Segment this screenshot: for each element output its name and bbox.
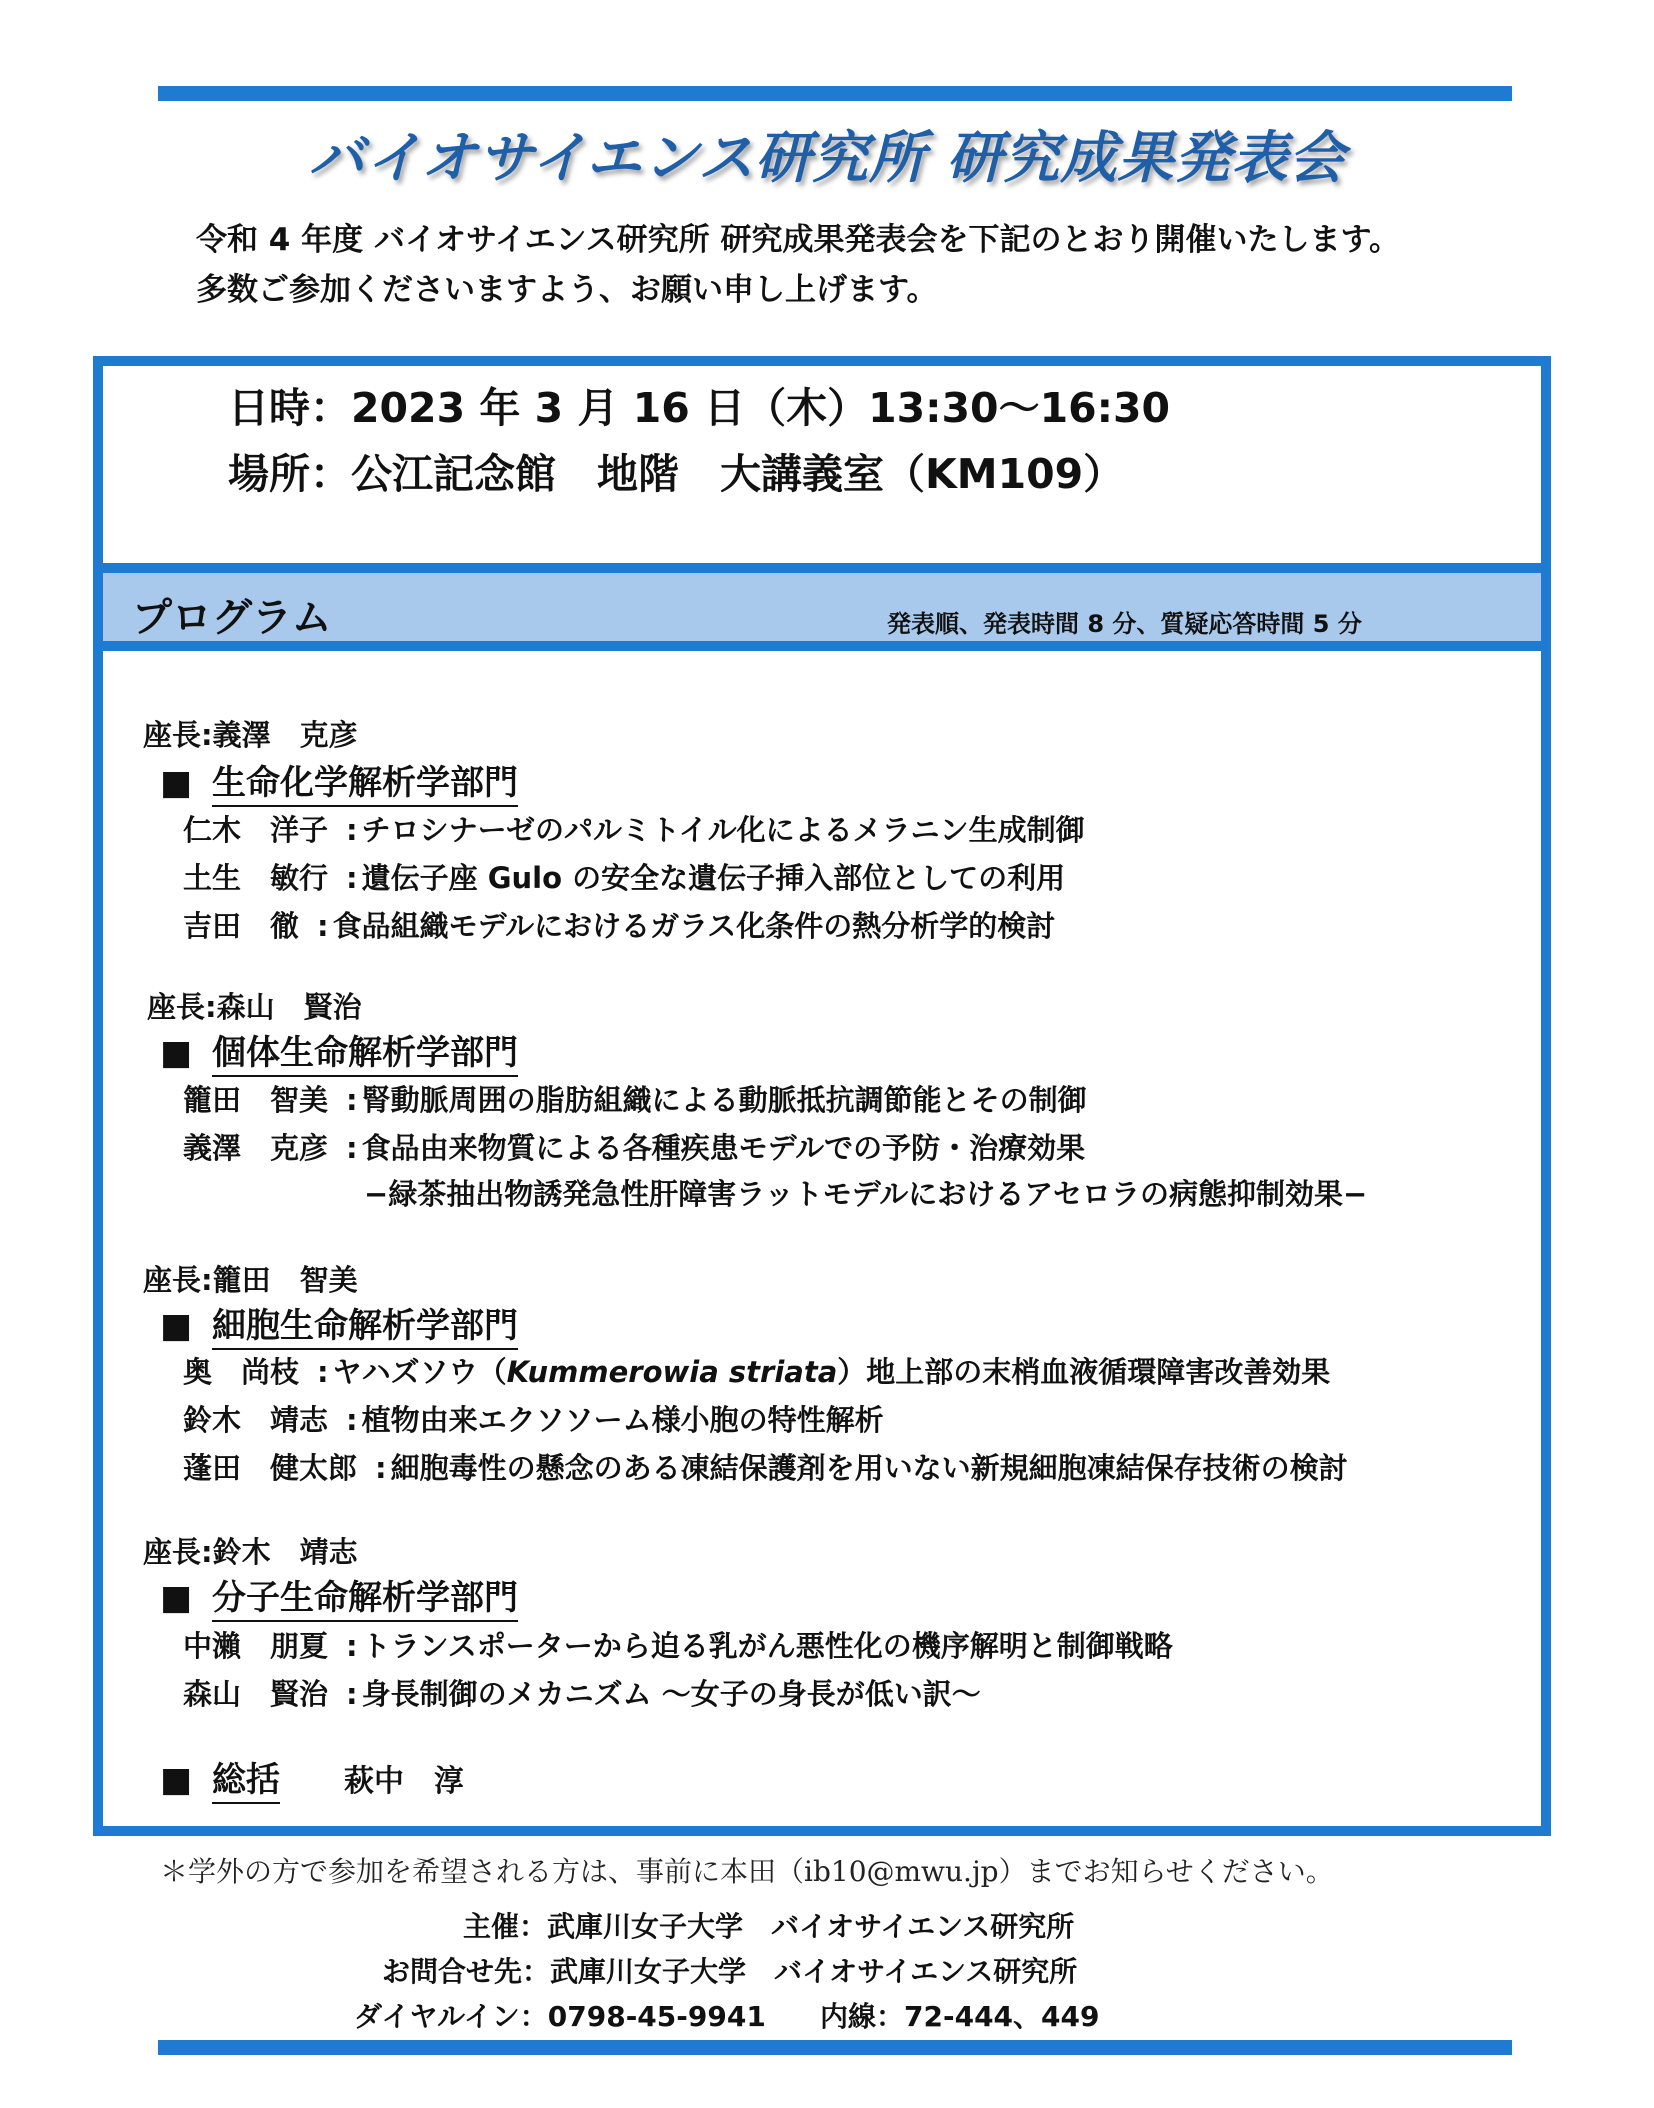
page-title: バイオサイエンス研究所 研究成果発表会 <box>308 126 1346 191</box>
talk-item: 吉田 徹 : 食品組織モデルにおけるガラス化条件の熱分析学的検討 <box>183 909 1056 943</box>
talk-item: 蓬田 健太郎 : 細胞毒性の懸念のある凍結保護剤を用いない新規細胞凍結保存技術の検討 <box>183 1451 1348 1485</box>
dial-in: ダイヤルイン：0798-45-9941 <box>354 2000 766 2033</box>
inquiry: お問合せ先：武庫川女子大学 バイオサイエンス研究所 <box>382 1955 1078 1988</box>
event-date: 日時：2023 年 3 月 16 日（木）13:30～16:30 <box>228 384 1171 432</box>
square-bullet-icon: ■ <box>160 1760 193 1800</box>
summary-speaker: 萩中 淳 <box>344 1764 464 1799</box>
section-heading: ■ 細胞生命解析学部門 <box>160 1298 518 1347</box>
session-chair: 座長:森山 賢治 <box>147 990 362 1024</box>
section-heading: ■ 生命化学解析学部門 <box>160 755 518 804</box>
top-rule <box>158 86 1512 101</box>
intro-line: 多数ご参加くださいますよう、お願い申し上げます。 <box>196 272 938 308</box>
organizer: 主催：武庫川女子大学 バイオサイエンス研究所 <box>463 1910 1075 1943</box>
footer-note: ＊学外の方で参加を希望される方は、事前に本田（ib10@mwu.jp）までお知らせください。 <box>160 1855 1334 1888</box>
talk-item: 仁木 洋子 : チロシナーゼのパルミトイル化によるメラニン生成制御 <box>183 813 1085 847</box>
square-bullet-icon: ■ <box>160 763 193 803</box>
talk-item: 鈴木 靖志 : 植物由来エクソソーム様小胞の特性解析 <box>183 1403 884 1437</box>
talk-item: 土生 敏行 : 遺伝子座 Gulo の安全な遺伝子挿入部位としての利用 <box>183 861 1066 895</box>
event-info <box>228 375 1170 507</box>
session-chair: 座長:義澤 克彦 <box>143 718 358 752</box>
intro-text <box>196 215 1400 315</box>
event-place: 場所：公江記念館 地階 大講義室（KM109） <box>228 450 1125 498</box>
section-heading: ■ 個体生命解析学部門 <box>160 1025 518 1074</box>
talk-item: 中瀨 朋夏 : トランスポーターから迫る乳がん悪性化の機序解明と制御戦略 <box>183 1629 1173 1663</box>
extension: 内線：72-444、449 <box>820 2000 1100 2033</box>
program-heading: プログラム <box>132 595 332 641</box>
program-note: 発表順、発表時間 8 分、質疑応答時間 5 分 <box>887 610 1362 638</box>
talk-item: 義澤 克彦 : 食品由来物質による各種疾患モデルでの予防・治療効果 <box>183 1131 1086 1165</box>
session-chair: 座長:籠田 智美 <box>143 1263 358 1297</box>
section-heading: ■ 分子生命解析学部門 <box>160 1570 518 1619</box>
summary-heading: ■ 総括 萩中 淳 <box>160 1752 464 1801</box>
square-bullet-icon: ■ <box>160 1306 193 1346</box>
bottom-rule <box>158 2040 1512 2055</box>
intro-line: 令和 4 年度 バイオサイエンス研究所 研究成果発表会を下記のとおり開催いたします。 <box>196 222 1400 258</box>
talk-subtitle: −緑茶抽出物誘発急性肝障害ラットモデルにおけるアセロラの病態抑制効果− <box>364 1177 1368 1211</box>
square-bullet-icon: ■ <box>160 1033 193 1073</box>
talk-item: 籠田 智美 : 腎動脈周囲の脂肪組織による動脈抵抗調節能とその制御 <box>183 1083 1087 1117</box>
session-chair: 座長:鈴木 靖志 <box>143 1535 358 1569</box>
square-bullet-icon: ■ <box>160 1578 193 1618</box>
talk-item: 奥 尚枝 : ヤハズソウ（Kummerowia striata）地上部の末梢血液循環障害改善効果 <box>183 1355 1331 1389</box>
talk-item: 森山 賢治 : 身長制御のメカニズム ～女子の身長が低い訳～ <box>183 1677 981 1711</box>
